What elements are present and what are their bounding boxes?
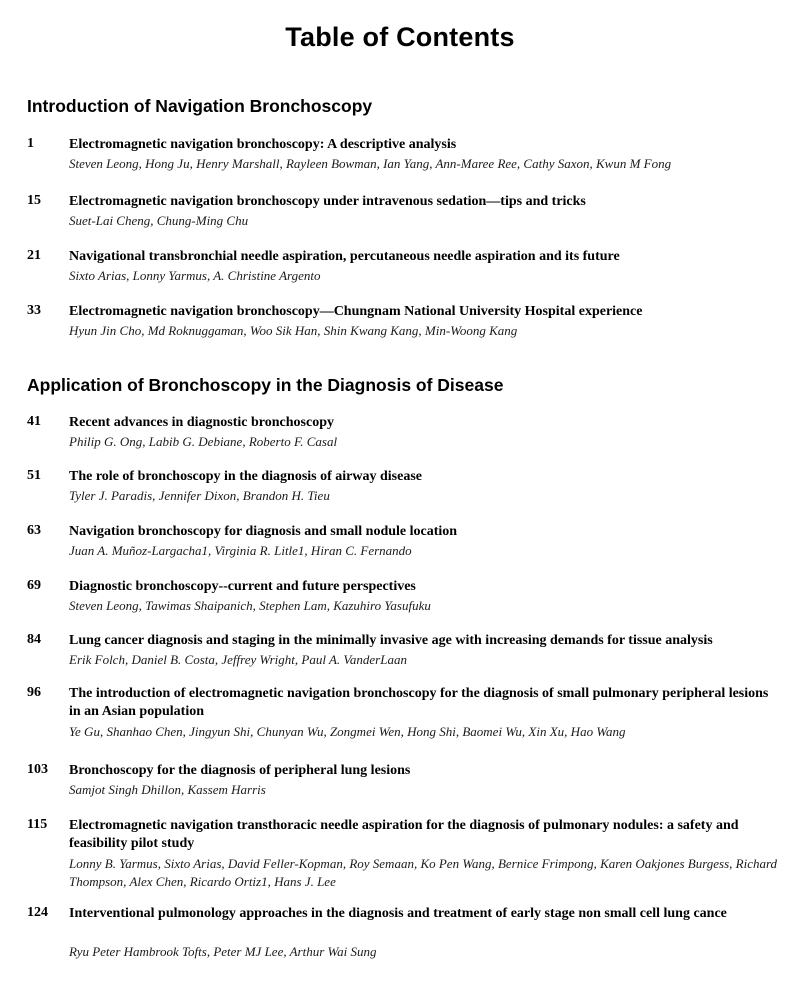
page-number: 124 [27, 905, 48, 920]
article-title: Navigational transbronchial needle aspiration, percutaneous needle aspiration and its future [69, 249, 620, 264]
page-number: 63 [27, 523, 41, 538]
section-heading: Introduction of Navigation Bronchoscopy [27, 96, 373, 116]
article-authors: Lonny B. Yarmus, Sixto Arias, David Feller-Kopman, Roy Semaan, Ko Pen Wang, Bernice Frimpong, Karen Oakjones Burgess, Richard Thompson, Alex Chen, Ricardo Ortiz1, Hans J. Lee [69, 856, 778, 889]
article-authors: Erik Folch, Daniel B. Costa, Jeffrey Wright, Paul A. VanderLaan [69, 652, 407, 667]
article-title: Electromagnetic navigation bronchoscopy: A descriptive analysis [69, 137, 457, 152]
page-title: Table of Contents [285, 22, 515, 52]
article-authors: Juan A. Muñoz-Largacha1, Virginia R. Litle1, Hiran C. Fernando [69, 543, 412, 558]
article-title: Electromagnetic navigation transthoracic needle aspiration for the diagnosis of pulmonary nodules: a safety and feasibility pilot study [69, 818, 739, 851]
page-number: 41 [27, 414, 41, 429]
page-number: 1 [27, 136, 34, 151]
article-authors: Hyun Jin Cho, Md Roknuggaman, Woo Sik Han, Shin Kwang Kang, Min-Woong Kang [69, 323, 518, 338]
article-title: Bronchoscopy for the diagnosis of peripheral lung lesions [69, 763, 411, 778]
article-authors: Samjot Singh Dhillon, Kassem Harris [69, 782, 266, 797]
article-title: Diagnostic bronchoscopy--current and future perspectives [69, 579, 416, 594]
article-authors: Sixto Arias, Lonny Yarmus, A. Christine Argento [69, 268, 321, 283]
article-authors: Suet-Lai Cheng, Chung-Ming Chu [69, 213, 249, 228]
article-title: The role of bronchoscopy in the diagnosis of airway disease [69, 469, 423, 484]
article-title: Electromagnetic navigation bronchoscopy under intravenous sedation—tips and tricks [69, 194, 586, 209]
page-number: 84 [27, 632, 41, 647]
section-heading: Application of Bronchoscopy in the Diagnosis of Disease [27, 375, 504, 395]
page-number: 115 [27, 817, 48, 832]
page-number: 96 [27, 685, 41, 700]
page-number: 15 [27, 193, 41, 208]
page-number: 69 [27, 578, 41, 593]
page-number: 103 [27, 762, 48, 777]
page-number: 51 [27, 468, 41, 483]
article-authors: Ye Gu, Shanhao Chen, Jingyun Shi, Chunyan Wu, Zongmei Wen, Hong Shi, Baomei Wu, Xin Xu, Hao Wang [69, 724, 626, 739]
article-title: Lung cancer diagnosis and staging in the minimally invasive age with increasing demands for tissue analysis [69, 633, 713, 648]
article-authors: Tyler J. Paradis, Jennifer Dixon, Brandon H. Tieu [69, 488, 330, 503]
article-title: Interventional pulmonology approaches in the diagnosis and treatment of early stage non small cell lung cance [69, 906, 727, 921]
article-title: Navigation bronchoscopy for diagnosis and small nodule location [69, 524, 458, 539]
article-title: Recent advances in diagnostic bronchoscopy [69, 415, 334, 430]
article-authors: Steven Leong, Hong Ju, Henry Marshall, Rayleen Bowman, Ian Yang, Ann-Maree Ree, Cathy Saxon, Kwun M Fong [69, 156, 672, 171]
article-authors: Ryu Peter Hambrook Tofts, Peter MJ Lee, Arthur Wai Sung [69, 944, 377, 959]
article-authors: Philip G. Ong, Labib G. Debiane, Roberto F. Casal [69, 434, 338, 449]
article-title: Electromagnetic navigation bronchoscopy—Chungnam National University Hospital experience [69, 304, 643, 319]
page-number: 33 [27, 303, 41, 318]
page-number: 21 [27, 248, 41, 263]
article-authors: Steven Leong, Tawimas Shaipanich, Stephen Lam, Kazuhiro Yasufuku [69, 598, 431, 613]
article-title: The introduction of electromagnetic navigation bronchoscopy for the diagnosis of small pulmonary peripheral lesions in an Asian population [69, 686, 769, 719]
